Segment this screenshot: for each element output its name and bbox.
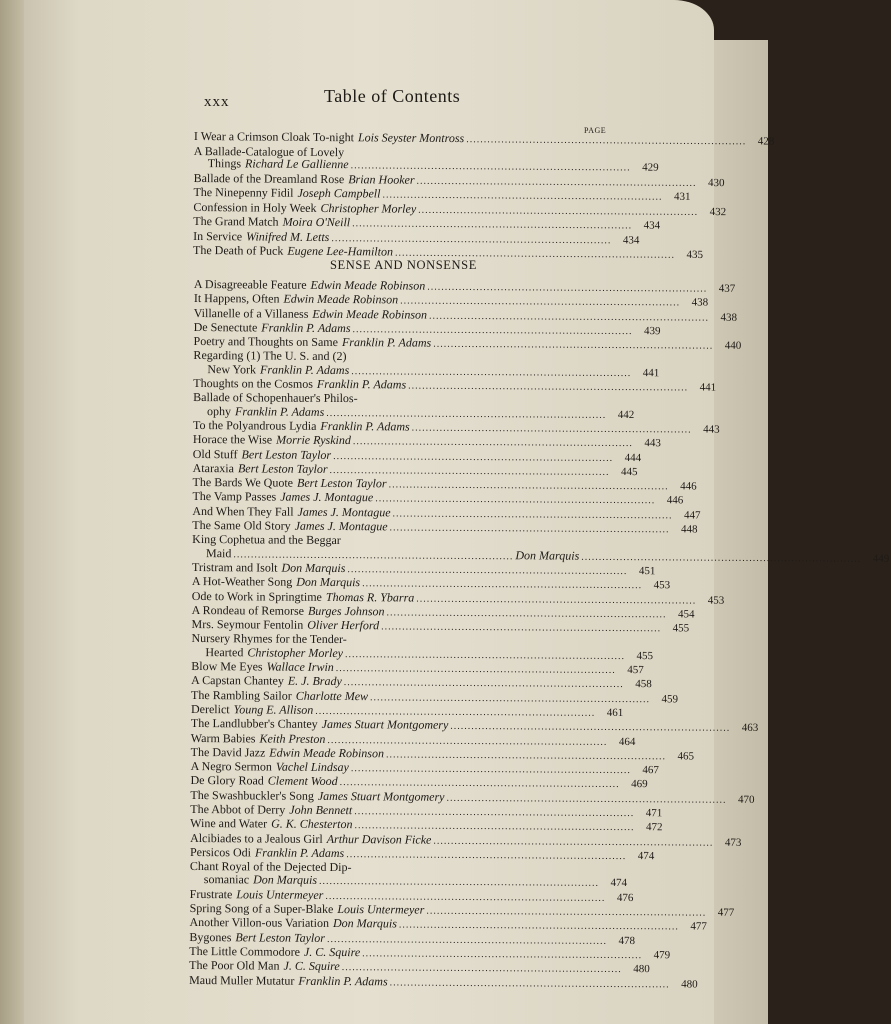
toc-entry-title: The Poor Old Man — [189, 958, 280, 973]
toc-entry-page: 441 — [642, 366, 660, 380]
toc-entry-title: Mrs. Seymour Fentolin — [191, 617, 304, 632]
leader-dots: ................................................................................ — [346, 848, 627, 862]
toc-entry-title: De Senectute — [193, 319, 258, 335]
toc-entry-author-column — [307, 619, 663, 636]
toc-entry-title: A Negro Sermon — [190, 759, 272, 774]
toc-entry-author: Don Marquis — [253, 872, 318, 888]
toc-entry — [189, 859, 628, 891]
toc-entry — [189, 972, 698, 991]
toc-entry-page: 445 — [621, 465, 638, 478]
toc-entry-author: James J. Montague — [294, 518, 388, 534]
toc-entry-title: Regarding (1) The U. S. and (2) — [193, 348, 347, 364]
toc-entry-page: 455 — [636, 649, 654, 662]
toc-entry-author: James J. Montague — [280, 490, 374, 505]
toc-entry-author: Franklin P. Adams — [320, 418, 410, 434]
toc-entry — [192, 532, 890, 565]
toc-entry-author: Keith Preston — [259, 730, 326, 746]
toc-entry-author: Franklin P. Adams — [261, 320, 351, 335]
leader-dots: ................................................................................ — [418, 204, 699, 218]
toc-entry-author: E. J. Brady — [287, 673, 342, 689]
toc-entry-page: 434 — [643, 219, 661, 232]
toc-entry-page: 438 — [720, 311, 738, 324]
toc-entry-page: 478 — [618, 934, 636, 947]
leader-dots: ................................................................................ — [416, 593, 697, 607]
toc-entry-title: The Death of Puck — [193, 242, 284, 258]
leader-dots: ................................................................................ — [386, 607, 667, 621]
leader-dots: ................................................................................ — [427, 281, 708, 295]
toc-entry-page: 449 — [872, 552, 890, 565]
toc-entry-author: Franklin P. Adams — [341, 335, 432, 350]
toc-entry-page: 441 — [699, 381, 717, 394]
toc-section-sense-and-nonsense — [189, 277, 890, 991]
leader-dots: ................................................................................ — [411, 422, 692, 436]
toc-entry-author: Christopher Morley — [247, 645, 344, 660]
toc-entry-page: 429 — [642, 161, 659, 174]
leader-dots: ................................................................................ — [326, 407, 607, 421]
toc-entry-page: 454 — [677, 608, 695, 621]
leader-dots: ................................................................................ — [318, 876, 600, 890]
toc-entry-author: Don Marquis — [281, 560, 346, 576]
toc-entry-page: 479 — [653, 949, 671, 962]
toc-entry — [193, 348, 660, 380]
toc-entry-author: Lois Seyster Montross — [357, 130, 465, 146]
leader-dots: ................................................................................ — [581, 551, 862, 565]
toc-entry-title: The Rambling Sailor — [191, 687, 292, 703]
toc-entry-page: 469 — [631, 778, 648, 791]
leader-dots: ................................................................................ — [352, 323, 633, 337]
toc-entry-author: Edwin Meade Robinson — [269, 745, 385, 761]
leader-dots: ................................................................................ — [466, 134, 747, 148]
leader-dots: ................................................................................ — [426, 905, 707, 919]
toc-entry-page: 448 — [681, 523, 698, 536]
toc-entry-author: Bert Leston Taylor — [237, 461, 328, 476]
leader-dots: ................................................................................ — [351, 365, 632, 379]
toc-entry-line — [189, 972, 698, 991]
page-column-label: PAGE — [584, 126, 607, 135]
toc-entry-page: 467 — [642, 764, 659, 777]
toc-entry-page: 458 — [635, 678, 652, 691]
toc-entry-author-column — [295, 520, 672, 537]
toc-entry-author: Louis Untermeyer — [337, 902, 425, 917]
leader-dots: ................................................................................ — [375, 493, 656, 507]
leader-dots: ................................................................................ — [331, 232, 612, 246]
toc-entry-author: Edwin Meade Robinson — [312, 306, 428, 322]
leader-dots: ................................................................................ — [354, 806, 635, 820]
toc-entry-author-column — [317, 378, 690, 395]
toc-entry-author: J. C. Squire — [303, 944, 361, 960]
toc-entry-title: The Little Commodore — [189, 943, 301, 959]
toc-entry-page: 459 — [661, 692, 679, 705]
toc-entry-page: 470 — [737, 793, 755, 806]
leader-dots: ................................................................................ — [326, 933, 607, 947]
toc-entry-title: A Capstan Chantey — [191, 673, 284, 688]
toc-entry-title: The David Jazz — [190, 744, 266, 760]
toc-entry-page: 446 — [666, 494, 684, 507]
toc-entry-author: Young E. Allison — [233, 702, 314, 717]
toc-entry-author: Charlotte Mew — [295, 688, 369, 703]
page-number: xxx — [204, 94, 230, 110]
toc-entry-title-continued: Things — [207, 156, 242, 171]
toc-entry-page: 464 — [618, 735, 636, 748]
leader-dots: ................................................................................ — [450, 721, 731, 734]
toc-entry-title: The Bards We Quote — [192, 475, 294, 490]
toc-entry-title-continued: New York — [207, 361, 257, 377]
toc-entry-page: 437 — [718, 282, 736, 295]
leader-dots: ................................................................................ — [354, 820, 635, 834]
toc-entry-author: Don Marquis — [332, 916, 397, 931]
toc-entry-title: In Service — [193, 228, 243, 243]
toc-entry-title: A Disagreeable Feature — [193, 277, 307, 292]
toc-entry-author-column — [342, 336, 715, 353]
toc-entry-author: Burges Johnson — [307, 603, 385, 619]
toc-entry — [193, 143, 659, 174]
toc-entry-author: J. C. Squire — [283, 958, 340, 974]
leader-dots: ................................................................................ — [339, 777, 620, 791]
toc-entry-page: 480 — [633, 963, 650, 976]
toc-entry-page: 444 — [624, 451, 642, 464]
toc-entry-author: Richard Le Gallienne — [245, 156, 349, 172]
leader-dots: ................................................................................ — [433, 338, 714, 352]
toc-entry — [191, 631, 654, 663]
leader-dots: ................................................................................ — [389, 522, 670, 536]
leader-dots: ................................................................................ — [446, 792, 727, 806]
leader-dots: ................................................................................ — [327, 734, 608, 748]
toc-entry-title: Old Stuff — [192, 446, 238, 461]
toc-entry-page: 442 — [617, 408, 635, 421]
toc-entry-author: Joseph Campbell — [297, 185, 381, 201]
toc-entry-page: 471 — [645, 807, 663, 820]
toc-entry-title: Another Villon-ous Variation — [189, 915, 330, 931]
toc-entry-title: Horace the Wise — [192, 432, 273, 447]
toc-entry-title: Ballade of the Dreamland Rose — [193, 170, 345, 186]
page-title: Table of Contents — [324, 86, 461, 106]
leader-dots: ................................................................................ — [362, 578, 643, 592]
toc-entry-page: 453 — [707, 594, 725, 607]
toc-entry-page: 447 — [684, 509, 701, 522]
toc-entry-title-continued: Maid — [206, 545, 232, 560]
toc-entry-title: Nursery Rhymes for the Tender- — [191, 631, 347, 647]
toc-entry-page: 477 — [690, 920, 707, 933]
toc-entry-title: Maud Muller Mutatur — [189, 972, 295, 988]
toc-entry-title: To the Polyandrous Lydia — [192, 417, 317, 433]
toc-entry-author: Moira O'Neill — [282, 214, 351, 230]
leader-dots: ................................................................................ — [347, 564, 628, 577]
toc-entry-title: The Ninepenny Fidil — [193, 184, 294, 200]
toc-entry-author: Don Marquis — [296, 574, 361, 590]
toc-entry-page: 476 — [616, 891, 634, 904]
leader-dots: ................................................................................ — [389, 976, 670, 990]
toc-entry-title-continued: somaniac — [203, 872, 250, 887]
toc-entry-title: A Hot-Weather Song — [191, 574, 293, 589]
toc-entry-page: 474 — [610, 877, 628, 890]
toc-entry-author: Don Marquis — [515, 547, 580, 563]
toc-entry-page: 480 — [681, 977, 698, 991]
toc-entry-author: Bert Leston Taylor — [296, 475, 387, 491]
toc-entry-author: James Stuart Montgomery — [317, 788, 445, 804]
toc-entry-author: Oliver Herford — [307, 617, 380, 633]
toc-entry-page: 439 — [643, 325, 661, 338]
toc-entry — [193, 390, 635, 422]
toc-entry-title: Bygones — [189, 929, 232, 944]
toc-entry-title: Ataraxia — [192, 460, 235, 476]
toc-entry-author: Arthur Davison Ficke — [326, 831, 432, 847]
toc-entry-title: Thoughts on the Cosmos — [193, 376, 313, 391]
toc-entry-page: 455 — [672, 622, 690, 635]
toc-entry-author: Wallace Irwin — [266, 659, 334, 675]
toc-entry-page: 463 — [741, 722, 759, 735]
toc-entry-author: Winifred M. Letts — [246, 228, 330, 244]
section-heading: SENSE AND NONSENSE — [330, 258, 477, 272]
toc-entry-title: Blow Me Eyes — [191, 659, 263, 674]
toc-section-a — [193, 129, 775, 262]
toc-entry-title-continued: ophy — [207, 403, 232, 418]
toc-entry-title: Derelict — [190, 701, 230, 717]
toc-entry-title: Alcibiades to a Jealous Girl — [190, 830, 323, 846]
toc-entry-title: Poetry and Thoughts on Same — [193, 334, 339, 350]
toc-entry-title: The Grand Match — [193, 213, 279, 229]
toc-entry-title: Ballade of Schopenhauer's Philos- — [193, 390, 358, 406]
leader-dots: ................................................................................ — [350, 763, 631, 777]
toc-entry-author: Franklin P. Adams — [235, 403, 325, 419]
leader-dots: ................................................................................ — [429, 310, 710, 324]
toc-entry-page: 474 — [637, 849, 655, 863]
toc-entry-title: Persicos Odi — [189, 844, 252, 860]
toc-entry-author: Franklin P. Adams — [254, 845, 345, 860]
leader-dots: ................................................................................ — [315, 705, 596, 719]
toc-entry-title: Villanelle of a Villaness — [193, 305, 309, 321]
toc-entry-title: Chant Royal of the Dejected Dip- — [189, 859, 352, 875]
leader-dots: ................................................................................ — [408, 380, 689, 394]
toc-entry-author: Brian Hooker — [348, 171, 415, 187]
toc-entry-author: Franklin P. Adams — [298, 973, 388, 988]
toc-entry-title: Ode to Work in Springtime — [191, 588, 322, 604]
leader-dots: ................................................................................ — [398, 919, 679, 933]
toc-entry-title: Warm Babies — [190, 730, 256, 745]
toc-entry-author-column — [358, 131, 748, 149]
toc-entry-page: 451 — [638, 565, 656, 578]
toc-entry-author: John Bennett — [289, 802, 353, 818]
toc-entry-author: Louis Untermeyer — [236, 887, 324, 902]
leader-dots: ................................................................................ — [388, 479, 669, 493]
leader-dots: ................................................................................ — [352, 436, 633, 450]
toc-entry-title: Tristram and Isolt — [191, 559, 278, 575]
leader-dots: ................................................................................ — [352, 218, 633, 232]
toc-entry-page: 443 — [703, 423, 720, 436]
toc-entry-author: James Stuart Montgomery — [321, 717, 449, 732]
toc-entry-author: G. K. Chesterton — [271, 816, 353, 832]
leader-dots: ................................................................................ — [343, 677, 624, 691]
toc-entry-author: Morrie Ryskind — [276, 432, 351, 448]
toc-entry-title: The Landlubber's Chantey — [190, 716, 318, 732]
leader-dots: ................................................................................ — [394, 247, 676, 261]
toc-entry-author: Thomas R. Ybarra — [325, 589, 415, 605]
toc-entry-page: 472 — [645, 821, 663, 834]
leader-dots: ................................................................................ — [335, 663, 616, 676]
toc-entry-page: 438 — [691, 296, 709, 309]
leader-dots: ................................................................................ — [350, 160, 631, 174]
toc-entry-author: Franklin P. Adams — [316, 376, 407, 392]
toc-entry-title: A Rondeau of Remorse — [191, 602, 305, 618]
toc-entry-title: The Abbot of Derry — [190, 801, 286, 817]
toc-entry-author: Bert Leston Taylor — [235, 929, 326, 945]
toc-entry-page: 430 — [708, 176, 725, 189]
leader-dots: ................................................................................ — [233, 548, 514, 562]
leader-dots: ................................................................................ — [381, 621, 662, 635]
toc-entry-page: 434 — [622, 233, 640, 247]
toc-entry-page: 432 — [709, 205, 727, 218]
leader-dots: ................................................................................ — [325, 890, 606, 904]
toc-entry-page: 435 — [686, 248, 704, 262]
leader-dots: ................................................................................ — [392, 508, 673, 522]
toc-entry-title: The Swashbuckler's Song — [190, 787, 314, 803]
toc-entry-title: I Wear a Crimson Cloak To-night — [193, 129, 355, 145]
toc-entry-title: Confession in Holy Week — [193, 199, 317, 215]
toc-entry-page: 443 — [644, 437, 661, 450]
toc-entry-author: James J. Montague — [297, 504, 391, 520]
toc-entry-author: Franklin P. Adams — [260, 362, 350, 377]
toc-entry-author: Christopher Morley — [320, 200, 417, 216]
toc-entry-title: De Glory Road — [190, 773, 264, 788]
toc-entry-page: 477 — [717, 906, 735, 919]
leader-dots: ................................................................................ — [341, 962, 622, 976]
leader-dots: ................................................................................ — [382, 189, 663, 203]
leader-dots: ................................................................................ — [329, 464, 610, 478]
leader-dots: ................................................................................ — [400, 295, 681, 309]
toc-entry-author: Bert Leston Taylor — [241, 446, 332, 462]
toc-entry-page: 461 — [606, 706, 624, 719]
leader-dots: ................................................................................ — [362, 948, 643, 962]
toc-entry-page: 453 — [653, 579, 671, 592]
toc-entry-title: It Happens, Often — [193, 291, 280, 306]
toc-entry-title: The Same Old Story — [192, 518, 291, 533]
toc-entry-title: Frustrate — [189, 886, 233, 902]
toc-entry-author: Eugene Lee-Hamilton — [287, 243, 394, 259]
toc-entry-page: 457 — [627, 664, 644, 677]
toc-entry-author-column — [298, 974, 671, 991]
toc-entry-title: Wine and Water — [190, 816, 268, 831]
toc-entry-title-continued: Hearted — [205, 644, 244, 660]
toc-entry-title: A Ballade-Catalogue of Lovely — [193, 143, 345, 159]
toc-entry-author: Edwin Meade Robinson — [283, 291, 399, 307]
toc-entry-title: The Vamp Passes — [192, 489, 277, 505]
toc-entry-page: 473 — [724, 836, 742, 849]
leader-dots: ................................................................................ — [344, 648, 626, 662]
toc-entry-title: Spring Song of a Super-Blake — [189, 901, 334, 917]
toc-entry-page: 431 — [673, 190, 691, 203]
toc-entry-page: 428 — [757, 135, 775, 148]
toc-entry-author: Edwin Meade Robinson — [310, 277, 426, 293]
leader-dots: ................................................................................ — [333, 450, 614, 464]
toc-entry-author: Vachel Lindsay — [275, 759, 349, 775]
toc-entry-page: 465 — [677, 750, 695, 763]
toc-entry-title: King Cophetua and the Beggar — [192, 532, 341, 548]
leader-dots: ................................................................................ — [370, 691, 651, 705]
toc-entry-author: Clement Wood — [267, 773, 338, 789]
toc-entry-page: 440 — [724, 339, 742, 353]
leader-dots: ................................................................................ — [416, 175, 697, 189]
toc-entry-title: And When They Fall — [192, 503, 294, 519]
leader-dots: ................................................................................ — [385, 749, 667, 763]
leader-dots: ................................................................................ — [433, 835, 714, 849]
toc-entry-page: 446 — [680, 480, 697, 493]
toc-entry-author-column — [238, 462, 612, 479]
